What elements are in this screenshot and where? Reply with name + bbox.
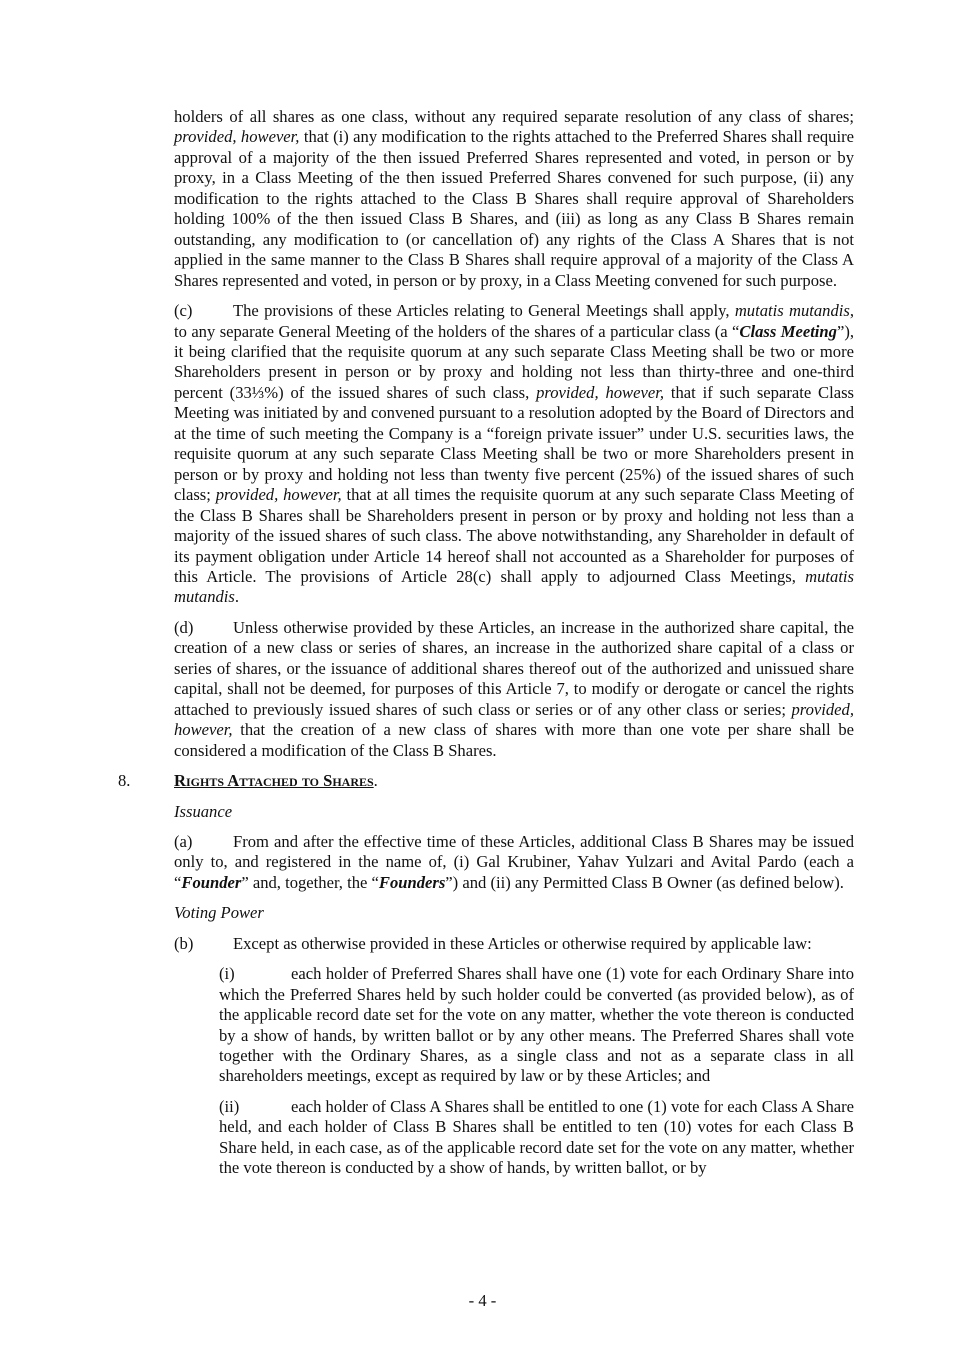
text-segment: each holder of Preferred Shares shall have one (1) vote for each Ordinary Share into which the Preferred Shares held by such holder could be converted (as provided below), as of the applicable record date set for the vote on any matter, whether the vote thereon is conducted by a show of hands, by written ballot or by any other means. The Preferred Shares shall vote together with the Ordinary Shares, as a single class and not as a separate class in all shareholders meetings, except as required by law or by these Articles; and [219, 964, 854, 1086]
defined-term: Class Meeting [739, 321, 837, 341]
text-segment: Unless otherwise provided by these Articles, an increase in the authorized share capital, the creation of a new class or series of shares, an increase in the authorized share capital of a class or series of shares, or the issuance of additional shares thereof out of the authorized and unissued share capital, shall not be deemed, for purposes of this Article 7, to modify or derogate or cancel the rights attached to previously issued shares of such class or series or of any other class or series; [174, 617, 854, 719]
document-page-content [118, 107, 854, 1189]
paragraph-a [174, 832, 854, 893]
text-segment: . [234, 587, 240, 607]
page-number: - 4 - [468, 1291, 497, 1310]
section-number: 8. [118, 771, 131, 791]
italic-text: provided, however, [174, 699, 854, 740]
text-segment: that (i) any modification to the rights attached to the Preferred Shares shall require approval of a majority of the then issued Preferred Shares represented and voted, in person or by proxy, in a Class Meeting of the then issued Preferred Shares convened for such purpose, (ii) any modification to the rights attached to the Class B Shares shall require approval of Shareholders holding 100% of the then issued Class B Shares, and (iii) as long as any Class B Shares remain outstanding, any modification to (or cancellation of) any rights of the Class A Shares that is not applied in the same manner to the Class B Shares shall require approval of a majority of the Class A Shares represented and voted, in person or by proxy, in a Class Meeting convened for such purpose. [174, 127, 854, 290]
text-segment: Except as otherwise provided in these Articles or otherwise required by applicable law: [233, 933, 812, 953]
paragraph-label: (d) [174, 617, 194, 637]
article-7-paragraphs [174, 107, 854, 761]
text-segment: , to any separate General Meeting of the holders of the shares of a particular class (a “ [174, 301, 854, 341]
paragraph-label: (a) [174, 831, 193, 851]
paragraph-b [174, 934, 854, 954]
text-segment: From and after the effective time of these Articles, additional Class B Shares may be issued only to, and registered in the name of, (i) Gal Krubiner, Yahav Yulzari and Avital Pardo (each a “ [174, 831, 854, 892]
italic-text: provided, however, [536, 382, 664, 402]
paragraph-continuation [174, 107, 854, 291]
issuance-subheading: Issuance [174, 801, 233, 821]
paragraph-label: (b) [174, 933, 194, 953]
text-segment: that if such separate Class Meeting was initiated by and convened pursuant to a resolution adopted by the Board of Directors and at the time of such meeting the Company is a “foreign private issuer” under U.S. securities laws, the requisite quorum at any such separate Class Meeting shall be two or more Shareholders present in person or by proxy and holding not less than twenty five percent (25%) of the issued shares of such class; [174, 382, 854, 505]
paragraph-a-container [174, 832, 854, 893]
text-segment: holders of all shares as one class, without any required separate resolution of any class of shares; [174, 107, 854, 126]
section-title-period: . [373, 771, 378, 791]
defined-term: Founders [378, 872, 446, 892]
italic-text: provided, however, [215, 485, 342, 505]
italic-text: mutatis mutandis [734, 301, 850, 321]
paragraph-label: (c) [174, 301, 193, 321]
sub-items [219, 964, 854, 1179]
italic-text: mutatis mutandis [174, 566, 854, 607]
text-segment: ”), it being clarified that the requisite quorum at any such separate Class Meeting shall be two or more Shareholders present in person or by proxy and holding not less than thirty-three and one-third percent (33⅓%) of the issued shares of such class, [174, 321, 854, 402]
text-segment: that the creation of a new class of shares with more than one vote per share shall be considered a modification of the Class B Shares. [174, 720, 854, 760]
text-segment: each holder of Class A Shares shall be entitled to one (1) vote for each Class A Share held, and each holder of Class B Shares shall be entitled to ten (10) votes for each Class B Share held, in each case, as of the applicable record date set for the vote on any matter, whether the vote thereon is conducted by a show of hands, by written ballot, or by [219, 1096, 854, 1178]
defined-term: Founder [181, 872, 242, 892]
text-segment: that at all times the requisite quorum at any such separate Class Meeting of the Class B Shares shall be Shareholders present in person or by proxy and holding not less than a majority of the issued shares of such class. The above notwithstanding, any Shareholder in default of its payment obligation under Article 14 hereof shall not accounted as a Shareholder for purposes of this Article. The provisions of Article 28(c) shall apply to adjourned Class Meetings, [174, 485, 854, 586]
voting-power-subheading: Voting Power [174, 903, 264, 923]
paragraph-d [174, 618, 854, 761]
text-segment: ” and, together, the “ [241, 872, 379, 892]
text-segment: ”) and (ii) any Permitted Class B Owner (as defined below). [445, 872, 844, 892]
section-heading [118, 771, 854, 791]
text-segment: The provisions of these Articles relating to General Meetings shall apply, [233, 301, 735, 321]
italic-text: provided, however, [174, 127, 300, 147]
sub-item-2 [219, 1097, 854, 1179]
paragraph-label: (ii) [219, 1096, 240, 1116]
paragraph-c [174, 301, 854, 608]
paragraph-label: (i) [219, 964, 235, 984]
paragraph-b-container [174, 934, 854, 954]
sub-item-1 [219, 964, 854, 1087]
section-title: Rights Attached to Shares [174, 771, 374, 791]
